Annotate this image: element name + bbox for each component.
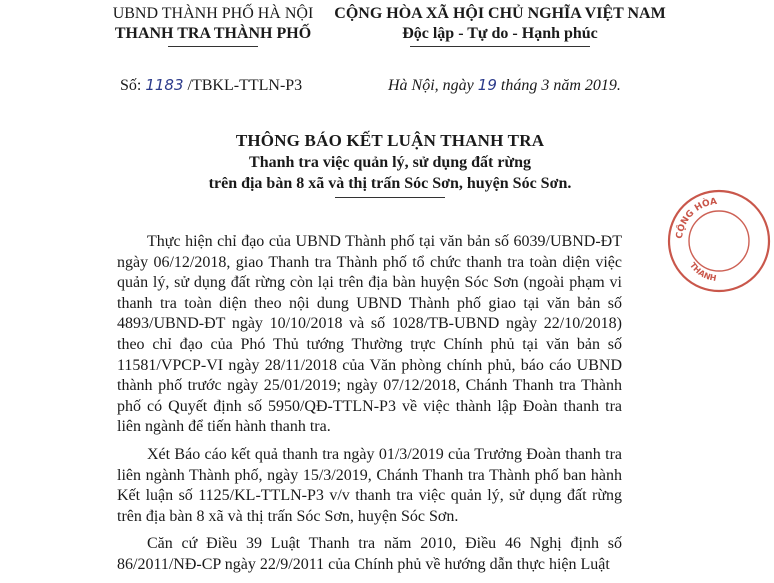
title-main: THÔNG BÁO KẾT LUẬN THANH TRA	[235, 131, 545, 150]
date-day-handwritten: 19	[477, 76, 497, 94]
motto-underline	[410, 46, 590, 47]
date-prefix: Hà Nội, ngày	[388, 77, 478, 94]
body-paragraph: Căn cứ Điều 39 Luật Thanh tra năm 2010, Điều 46 Nghị định số 86/2011/NĐ-CP ngày 22/9/2011 của Chính phủ về hướng dẫn thực hiện Luật	[117, 535, 622, 573]
document-number	[120, 74, 302, 97]
issuing-agency-header	[108, 4, 318, 47]
title-underline	[335, 197, 445, 198]
agency-name: THANH TRA THÀNH PHỐ	[114, 25, 312, 42]
body-paragraph: Xét Báo cáo kết quả thanh tra ngày 01/3/2019 của Trưởng Đoàn thanh tra liên ngành Thành phố, ngày 15/3/2019, Chánh Thanh tra Thành phố ban hành Kết luận số 1125/KL-TTLN-P3 v/v thanh tra việc quản lý, sử dụng đất rừng trên địa bàn 8 xã và thị trấn Sóc Sơn, huyện Sóc Sơn.	[117, 445, 622, 525]
place-and-date	[388, 74, 621, 97]
doc-number-prefix: Số:	[120, 77, 146, 94]
doc-number-suffix: /TBKL-TTLN-P3	[183, 77, 303, 94]
seal-text-lower: THANH	[687, 260, 718, 283]
official-seal-stamp	[664, 186, 774, 296]
agency-underline	[168, 46, 258, 47]
document-title	[180, 130, 600, 198]
title-subject-line1: Thanh tra việc quản lý, sử dụng đất rừng	[249, 154, 531, 171]
svg-text:THANH	[688, 261, 717, 283]
seal-text: CỘNG HÒA	[674, 196, 718, 240]
document-body	[117, 232, 622, 583]
doc-number-handwritten: 1183	[145, 76, 184, 94]
date-suffix: tháng 3 năm 2019.	[496, 77, 621, 94]
title-subject-line2: trên địa bàn 8 xã và thị trấn Sóc Sơn, huyện Sóc Sơn.	[208, 175, 572, 192]
body-paragraph: Thực hiện chỉ đạo của UBND Thành phố tại văn bản số 6039/UBND-ĐT ngày 06/12/2018, giao Thanh tra Thành phố tổ chức thanh tra toàn diện việc quản lý, sử dụng đất rừng còn lại trên địa bàn huyện Sóc Sơn (ngoài phạm vi thanh tra toàn diện theo nội dung UBND Thành phố giao tại văn bản số 4893/UBND-ĐT ngày 10/10/2018 và số 1028/TB-UBND ngày 22/10/2018) theo chỉ đạo của Phó Thủ tướng Thường trực Chính phủ tại văn bản số 11581/VPCP-VI ngày 28/11/2018 của Văn phòng chính phủ, báo cáo UBND thành phố trước ngày 25/01/2019; ngày 07/12/2018, Chánh Thanh tra Thành phố có Quyết định số 5950/QĐ-TTLN-P3 về việc thành lập Đoàn thanh tra liên ngành để tiến hành thanh tra.	[117, 233, 622, 436]
country-name: CỘNG HÒA XÃ HỘI CHỦ NGHĨA VIỆT NAM	[334, 5, 666, 22]
agency-parent: UBND THÀNH PHỐ HÀ NỘI	[112, 5, 314, 22]
svg-text:CỘNG HÒA	[675, 196, 718, 239]
national-motto: Độc lập - Tự do - Hạnh phúc	[402, 25, 598, 42]
national-motto-header	[330, 4, 670, 47]
